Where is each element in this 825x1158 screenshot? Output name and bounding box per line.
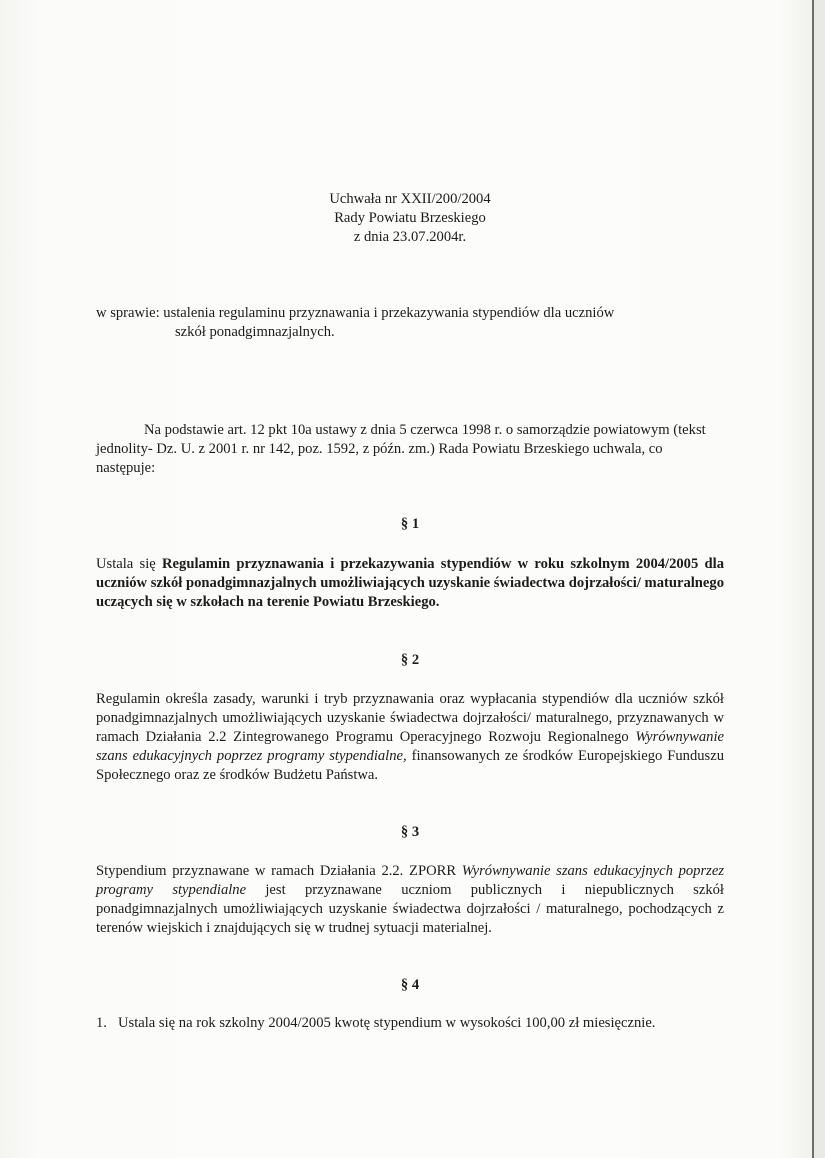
section-2-title: § 2 <box>400 652 420 668</box>
section-4-title: § 4 <box>400 977 420 993</box>
subject-line-2: szkół ponadgimnazjalnych. <box>175 324 335 340</box>
section-1-prefix: Ustala się <box>96 556 163 572</box>
list-item-text: Ustala się na rok szkolny 2004/2005 kwotę stypendium w wysokości 100,00 zł miesięcznie. <box>118 1015 656 1031</box>
section-1-bold-text: Regulamin przyznawania i przekazywania stypendiów w roku szkolnym 2004/2005 dla uczniów szkół ponadgimnazjalnych umożliwiających uzyskanie świadectwa dojrzałości/ maturalnego uczących się w szkołach na terenie Powiatu Brzeskiego. <box>96 556 725 610</box>
resolution-subject <box>96 304 736 342</box>
list-item <box>96 1014 696 1033</box>
resolution-number: Uchwała nr XXII/200/2004 <box>329 191 491 207</box>
section-4-list <box>96 1014 696 1033</box>
section-3-part-1: Stypendium przyznawane w ramach Działania 2.2. ZPORR <box>96 863 462 879</box>
section-3-italic: Wyrównywanie szans edukacyjnych poprzez programy stypendialne <box>96 863 724 898</box>
legal-basis-paragraph <box>96 421 724 478</box>
section-1-paragraph <box>96 555 724 612</box>
section-3-part-2: jest przyznawane uczniom publicznych i niepublicznych szkół ponadgimnazjalnych umożliwiających uzyskanie świadectwa dojrzałości / maturalnego, pochodzących z terenów wiejskich i znajdujących się w trudnej sytuacji materialnej. <box>96 882 724 936</box>
legal-basis-text: Na podstawie art. 12 pkt 10a ustawy z dnia 5 czerwca 1998 r. o samorządzie powiatowym (tekst jednolity- Dz. U. z 2001 r. nr 142, poz. 1592, z późn. zm.) Rada Powiatu Brzeskiego uchwala, co następuje: <box>96 422 706 476</box>
section-3-title: § 3 <box>400 824 420 840</box>
council-name: Rady Powiatu Brzeskiego <box>334 210 486 226</box>
section-2-italic: Wyrównywanie szans edukacyjnych poprzez programy stypendialne, <box>96 729 724 764</box>
resolution-date: z dnia 23.07.2004r. <box>353 229 467 245</box>
section-2-part-1: Regulamin określa zasady, warunki i tryb przyznawania oraz wypłacania stypendiów dla uczniów szkół ponadgimnazjalnych umożliwiających uzyskanie świadectwa dojrzałości/ maturalnego, przyznawanych w ramach Działania 2.2 Zintegrowanego Programu Operacyjnego Rozwoju Regionalnego <box>96 691 724 745</box>
section-2-paragraph <box>96 690 724 785</box>
subject-line-1: w sprawie: ustalenia regulaminu przyznawania i przekazywania stypendiów dla uczniów <box>96 305 615 321</box>
section-3-paragraph <box>96 862 724 938</box>
section-1-title: § 1 <box>400 516 420 532</box>
list-item-number: 1. <box>96 1015 107 1031</box>
resolution-header <box>0 190 820 247</box>
section-2-part-2: finansowanych ze środków Europejskiego Funduszu Społecznego oraz ze środków Budżetu Państwa. <box>96 748 724 783</box>
